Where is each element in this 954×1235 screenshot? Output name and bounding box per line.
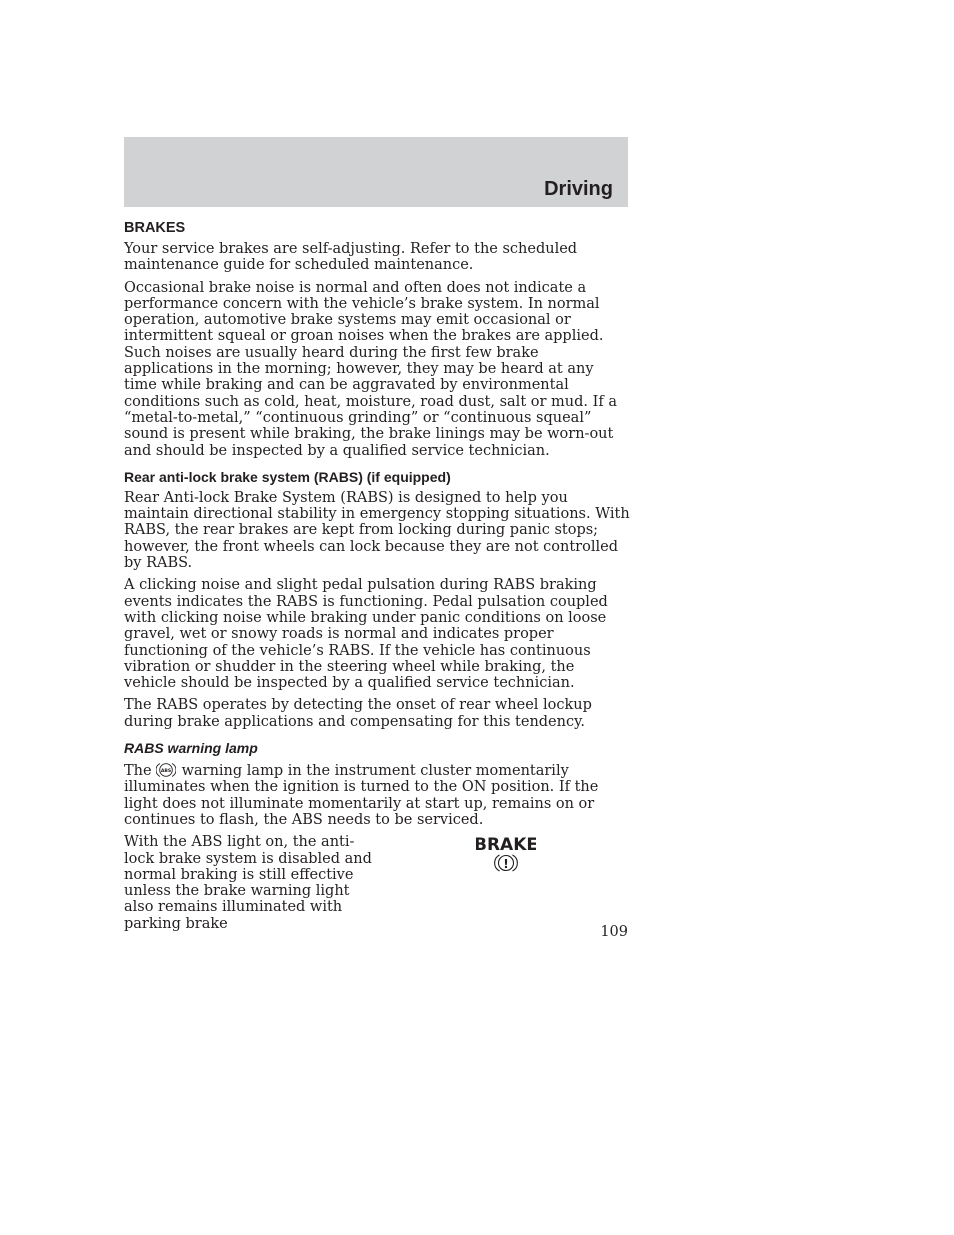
warning-lamp-text-before-icon: The <box>124 763 152 780</box>
section-title: Driving <box>544 178 613 200</box>
brakes-heading: BRAKES <box>124 220 186 236</box>
abs-icon-label: ABS <box>160 768 171 774</box>
rabs-paragraph-3: The RABS operates by detecting the onset of rear wheel lockup during brake applications and compensating for this tendency. <box>124 697 592 730</box>
abs-warning-icon <box>156 761 176 779</box>
page-number: 109 <box>600 924 628 940</box>
rabs-paragraph-1: Rear Anti-lock Brake System (RABS) is designed to help you maintain directional stability in emergency stopping situations. With RABS, the rear brakes are kept from locking during panic stops; however, the front wheels can lock because they are not controlled by RABS. <box>124 489 630 572</box>
warning-lamp-heading: RABS warning lamp <box>124 740 258 757</box>
brakes-paragraph-2: Occasional brake noise is normal and often does not indicate a performance concern with the vehicle’s brake system. In normal operation, automotive brake systems may emit occasional or intermittent squeal or groan noises when the brakes are applied. Such noises are usually heard during the first few brake applications in the morning; however, they may be heard at any time while braking and can be aggravated by environmental conditions such as cold, heat, moisture, road dust, salt or mud. If a “metal-to-metal,” “continuous grinding” or “continuous squeal” sound is present while braking, the brake linings may be worn-out and should be inspected by a qualified service technician. <box>124 279 617 459</box>
brake-icon-label: BRAKE <box>476 835 536 856</box>
rabs-heading: Rear anti-lock brake system (RABS) (if equipped) <box>124 468 451 485</box>
section-header-band <box>124 137 628 207</box>
rabs-paragraph-2: A clicking noise and slight pedal pulsation during RABS braking events indicates the RABS is functioning. Pedal pulsation coupled with clicking noise while braking under panic conditions on loose gravel, wet or snowy roads is normal and indicates proper functioning of the vehicle’s RABS. If the vehicle has continuous vibration or shudder in the steering wheel while braking, the vehicle should be inspected by a qualified service technician. <box>124 577 608 692</box>
brakes-paragraph-1: Your service brakes are self-adjusting. Refer to the scheduled maintenance guide for scheduled maintenance. <box>124 241 578 274</box>
warning-lamp-paragraph-2: With the ABS light on, the anti-lock brake system is disabled and normal braking is still effective unless the brake warning light also remains illuminated with parking brake <box>124 834 372 932</box>
brake-warning-icon <box>476 834 536 878</box>
brake-icon-symbol: ! <box>503 857 509 872</box>
warning-lamp-paragraph-1 <box>124 761 630 828</box>
warning-lamp-text-after-icon: warning lamp in the instrument cluster momentarily illuminates when the ignition is turned to the ON position. If the light does not illuminate momentarily at start up, remains on or continues to flash, the ABS needs to be serviced. <box>124 763 599 828</box>
